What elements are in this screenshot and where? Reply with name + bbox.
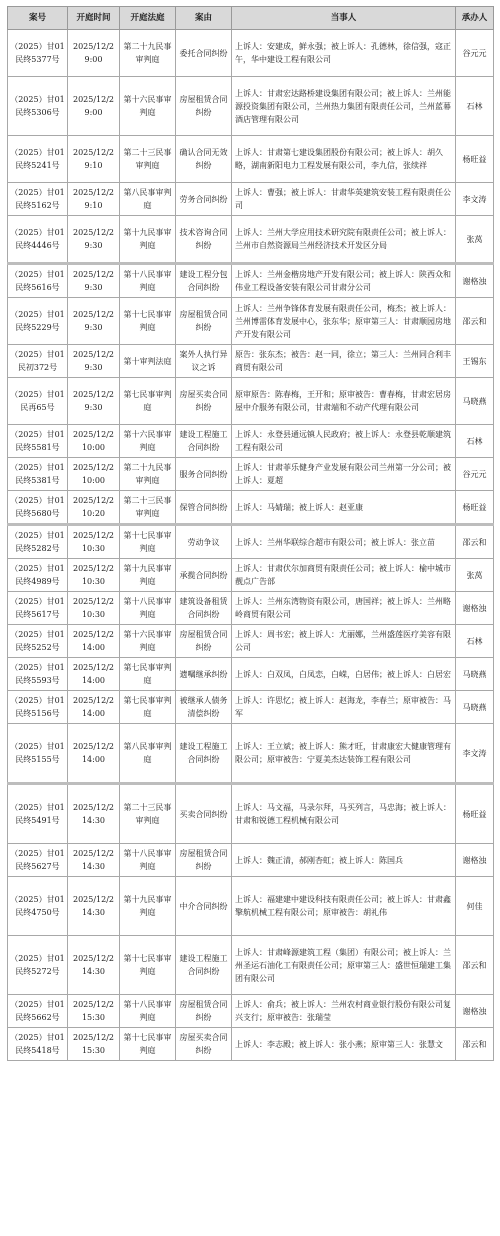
parties: 上诉人：周书宏；被上诉人：尤丽娜，兰州盛莲医疗美容有限公司 <box>232 625 456 658</box>
courtroom: 第十六民事审判庭 <box>120 625 176 658</box>
case-number: （2025）甘01民终5241号 <box>8 136 68 183</box>
courtroom: 第十七民事审判庭 <box>120 525 176 559</box>
parties: 上诉人：兰州争锋体育发展有限责任公司，梅杰；被上诉人：兰州博雷体育发展中心，张东华；原审第三人：甘肃顺园房地产开发有限公司 <box>232 298 456 345</box>
cause: 被继承人债务清偿纠纷 <box>176 691 232 724</box>
judge: 石林 <box>456 625 494 658</box>
case-number: （2025）甘01民终4446号 <box>8 216 68 264</box>
case-number: （2025）甘01民终5377号 <box>8 30 68 77</box>
hearing-time: 2025/12/2 9:00 <box>68 77 120 136</box>
cause: 建设工程分包合同纠纷 <box>176 264 232 298</box>
courtroom: 第十九民事审判庭 <box>120 559 176 592</box>
hearing-time: 2025/12/2 9:30 <box>68 298 120 345</box>
table-row <box>8 592 494 625</box>
judge: 王锡东 <box>456 345 494 378</box>
judge: 张莴 <box>456 216 494 264</box>
case-number: （2025）甘01民终5627号 <box>8 844 68 877</box>
table-row <box>8 216 494 264</box>
table-row <box>8 658 494 691</box>
cause: 建设工程施工合同纠纷 <box>176 425 232 458</box>
judge: 谢格浊 <box>456 264 494 298</box>
case-number: （2025）甘01民终5581号 <box>8 425 68 458</box>
case-number: （2025）甘01民终5662号 <box>8 995 68 1028</box>
hearing-time: 2025/12/2 14:00 <box>68 625 120 658</box>
table-row <box>8 458 494 491</box>
case-number: （2025）甘01民终5229号 <box>8 298 68 345</box>
table-row <box>8 1028 494 1061</box>
case-number: （2025）甘01民终5418号 <box>8 1028 68 1061</box>
courtroom: 第十九民事审判庭 <box>120 216 176 264</box>
case-number: （2025）甘01民终5617号 <box>8 592 68 625</box>
table-row <box>8 525 494 559</box>
cause: 委托合同纠纷 <box>176 30 232 77</box>
cause: 确认合同无效纠纷 <box>176 136 232 183</box>
cause: 房屋租赁合同纠纷 <box>176 995 232 1028</box>
parties: 原审原告：陈春梅，王开和；原审被告：曹春梅，甘肃宏居房屋中介服务有限公司，甘肃端和不动产代理有限公司 <box>232 378 456 425</box>
case-number: （2025）甘01民终5616号 <box>8 264 68 298</box>
judge: 何佳 <box>456 877 494 936</box>
hearing-time: 2025/12/2 9:30 <box>68 378 120 425</box>
table-row <box>8 77 494 136</box>
case-number: （2025）甘01民终5162号 <box>8 183 68 216</box>
parties: 上诉人：甘肃第七建设集团股份有限公司；被上诉人：胡久略，湖南新阳电力工程发展有限公司，李九信，张续祥 <box>232 136 456 183</box>
parties: 上诉人：李志殿；被上诉人：张小燕；原审第三人：张慧文 <box>232 1028 456 1061</box>
table-row <box>8 844 494 877</box>
table-row <box>8 995 494 1028</box>
judge: 邵云和 <box>456 936 494 995</box>
cause: 中介合同纠纷 <box>176 877 232 936</box>
table-row <box>8 877 494 936</box>
judge: 杨旺益 <box>456 784 494 844</box>
hearing-time: 2025/12/2 9:30 <box>68 345 120 378</box>
parties: 上诉人：兰州华联综合超市有限公司；被上诉人：张立苗 <box>232 525 456 559</box>
hearing-time: 2025/12/2 15:30 <box>68 995 120 1028</box>
hearing-time: 2025/12/2 10:20 <box>68 491 120 525</box>
cause: 建设工程施工合同纠纷 <box>176 936 232 995</box>
table-row <box>8 378 494 425</box>
cause: 房屋租赁合同纠纷 <box>176 625 232 658</box>
cause: 遗嘱继承纠纷 <box>176 658 232 691</box>
parties: 上诉人：兰州东湾物资有限公司，唐国祥；被上诉人：兰州略岭商贸有限公司 <box>232 592 456 625</box>
cause: 买卖合同纠纷 <box>176 784 232 844</box>
courtroom: 第二十九民事审判庭 <box>120 458 176 491</box>
parties: 上诉人：福建建中建设科技有限责任公司；被上诉人：甘肃鑫擎航机械工程有限公司；原审被告：胡礼伟 <box>232 877 456 936</box>
parties: 上诉人：甘肃峰源建筑工程（集团）有限公司；被上诉人：兰州圣运石油化工有限责任公司；原审第三人：盛世恒瑞建工集团有限公司 <box>232 936 456 995</box>
case-number: （2025）甘01民终5155号 <box>8 724 68 784</box>
case-number: （2025）甘01民终4750号 <box>8 877 68 936</box>
case-number: （2025）甘01民终5156号 <box>8 691 68 724</box>
parties: 上诉人：甘肃宏达路桥建设集团有限公司；被上诉人：兰州能源投资集团有限公司，兰州热力集团有限责任公司，兰州蓝幕酒店管理有限公司 <box>232 77 456 136</box>
hearing-time: 2025/12/2 10:00 <box>68 458 120 491</box>
table-row <box>8 136 494 183</box>
courtroom: 第十六民事审判庭 <box>120 77 176 136</box>
header-courtroom: 开庭法庭 <box>120 7 176 30</box>
courtroom: 第二十三民事审判庭 <box>120 784 176 844</box>
courtroom: 第十九民事审判庭 <box>120 877 176 936</box>
hearing-time: 2025/12/2 14:00 <box>68 691 120 724</box>
hearing-time: 2025/12/2 15:30 <box>68 1028 120 1061</box>
hearing-time: 2025/12/2 9:00 <box>68 30 120 77</box>
cause: 建设工程施工合同纠纷 <box>176 724 232 784</box>
courtroom: 第十八民事审判庭 <box>120 844 176 877</box>
case-number: （2025）甘01民终5381号 <box>8 458 68 491</box>
case-number: （2025）甘01民终5593号 <box>8 658 68 691</box>
judge: 谢格浊 <box>456 844 494 877</box>
courtroom: 第十审判法庭 <box>120 345 176 378</box>
judge: 谷元元 <box>456 30 494 77</box>
table-row <box>8 691 494 724</box>
courtroom: 第十七民事审判庭 <box>120 298 176 345</box>
courtroom: 第十六民事审判庭 <box>120 425 176 458</box>
hearing-time: 2025/12/2 9:10 <box>68 183 120 216</box>
judge: 谢格浊 <box>456 592 494 625</box>
case-number: （2025）甘01民终5306号 <box>8 77 68 136</box>
hearing-schedule-table <box>7 6 494 1061</box>
parties: 上诉人：兰州大学应用技术研究院有限责任公司；被上诉人：兰州市自然资源局兰州经济技术开发区分局 <box>232 216 456 264</box>
table-row <box>8 183 494 216</box>
parties: 上诉人：马婧瑞；被上诉人：赵亚康 <box>232 491 456 525</box>
courtroom: 第十八民事审判庭 <box>120 995 176 1028</box>
hearing-time: 2025/12/2 14:30 <box>68 844 120 877</box>
judge: 石林 <box>456 77 494 136</box>
cause: 案外人执行异议之诉 <box>176 345 232 378</box>
case-number: （2025）甘01民初372号 <box>8 345 68 378</box>
parties: 上诉人：白双凤，白凤恋，白嵘，白居伟；被上诉人：白居宏 <box>232 658 456 691</box>
parties: 上诉人：俞兵；被上诉人：兰州农村商业银行股份有限公司复兴支行；原审被告：张瑞莹 <box>232 995 456 1028</box>
cause: 房屋买卖合同纠纷 <box>176 378 232 425</box>
table-row <box>8 625 494 658</box>
parties: 上诉人：兰州金楷房地产开发有限公司；被上诉人：陕西众和伟业工程设备安装有限公司甘肃分公司 <box>232 264 456 298</box>
judge: 马晓燕 <box>456 658 494 691</box>
case-number: （2025）甘01民终5680号 <box>8 491 68 525</box>
table-header-row <box>8 7 494 30</box>
cause: 建筑设备租赁合同纠纷 <box>176 592 232 625</box>
parties: 上诉人：安建成，鲜永强；被上诉人：孔德林，徐信强，寇正午，华中建设工程有限公司 <box>232 30 456 77</box>
parties: 上诉人：永登县通远镇人民政府；被上诉人：永登县乾顺建筑工程有限公司 <box>232 425 456 458</box>
parties: 上诉人：甘肃菲乐健身产业发展有限公司兰州第一分公司；被上诉人：夏超 <box>232 458 456 491</box>
table-row <box>8 559 494 592</box>
table-row <box>8 30 494 77</box>
case-number: （2025）甘01民终4989号 <box>8 559 68 592</box>
table-row <box>8 425 494 458</box>
courtroom: 第十八民事审判庭 <box>120 264 176 298</box>
hearing-time: 2025/12/2 9:10 <box>68 136 120 183</box>
judge: 邵云和 <box>456 525 494 559</box>
judge: 张莴 <box>456 559 494 592</box>
cause: 房屋租赁合同纠纷 <box>176 77 232 136</box>
judge: 杨旺益 <box>456 136 494 183</box>
cause: 房屋租赁合同纠纷 <box>176 844 232 877</box>
cause: 技术咨询合同纠纷 <box>176 216 232 264</box>
cause: 房屋买卖合同纠纷 <box>176 1028 232 1061</box>
judge: 邵云和 <box>456 1028 494 1061</box>
parties: 上诉人：魏正清，郝刚杏虹；被上诉人：陈国兵 <box>232 844 456 877</box>
table-row <box>8 298 494 345</box>
table-row <box>8 345 494 378</box>
table-row <box>8 264 494 298</box>
hearing-time: 2025/12/2 9:30 <box>68 216 120 264</box>
courtroom: 第二十九民事审判庭 <box>120 30 176 77</box>
judge: 邵云和 <box>456 298 494 345</box>
table-row <box>8 724 494 784</box>
case-number: （2025）甘01民再65号 <box>8 378 68 425</box>
judge: 杨旺益 <box>456 491 494 525</box>
judge: 李文涛 <box>456 724 494 784</box>
parties: 上诉人：王立斌；被上诉人：熊才旺，甘肃康宏大健康管理有限公司；原审被告：宁夏美杰达装饰工程有限公司 <box>232 724 456 784</box>
header-case-number: 案号 <box>8 7 68 30</box>
courtroom: 第七民事审判庭 <box>120 691 176 724</box>
hearing-time: 2025/12/2 14:00 <box>68 658 120 691</box>
judge: 谷元元 <box>456 458 494 491</box>
hearing-time: 2025/12/2 14:00 <box>68 724 120 784</box>
courtroom: 第十七民事审判庭 <box>120 1028 176 1061</box>
table-row <box>8 936 494 995</box>
cause: 劳动争议 <box>176 525 232 559</box>
header-hearing-time: 开庭时间 <box>68 7 120 30</box>
hearing-time: 2025/12/2 10:30 <box>68 525 120 559</box>
header-judge: 承办人 <box>456 7 494 30</box>
courtroom: 第八民事审判庭 <box>120 183 176 216</box>
schedule-page <box>7 6 493 1061</box>
cause: 保管合同纠纷 <box>176 491 232 525</box>
parties: 原告：张东杰；被告：赵一同，徐立；第三人：兰州同合利丰商贸有限公司 <box>232 345 456 378</box>
cause: 劳务合同纠纷 <box>176 183 232 216</box>
courtroom: 第二十三民事审判庭 <box>120 136 176 183</box>
courtroom: 第二十三民事审判庭 <box>120 491 176 525</box>
judge: 李文涛 <box>456 183 494 216</box>
courtroom: 第七民事审判庭 <box>120 378 176 425</box>
judge: 马晓燕 <box>456 691 494 724</box>
table-row <box>8 491 494 525</box>
hearing-time: 2025/12/2 9:30 <box>68 264 120 298</box>
case-number: （2025）甘01民终5282号 <box>8 525 68 559</box>
judge: 马晓燕 <box>456 378 494 425</box>
cause: 服务合同纠纷 <box>176 458 232 491</box>
parties: 上诉人：马文福，马录尔拜，马买列言，马忠海；被上诉人：甘肃和锐德工程机械有限公司 <box>232 784 456 844</box>
courtroom: 第十七民事审判庭 <box>120 936 176 995</box>
courtroom: 第七民事审判庭 <box>120 658 176 691</box>
hearing-time: 2025/12/2 10:00 <box>68 425 120 458</box>
judge: 石林 <box>456 425 494 458</box>
cause: 承揽合同纠纷 <box>176 559 232 592</box>
parties: 上诉人：许思忆；被上诉人：赵海龙，李春兰；原审被告：马军 <box>232 691 456 724</box>
case-number: （2025）甘01民终5272号 <box>8 936 68 995</box>
hearing-time: 2025/12/2 14:30 <box>68 936 120 995</box>
hearing-time: 2025/12/2 14:30 <box>68 784 120 844</box>
hearing-time: 2025/12/2 10:30 <box>68 592 120 625</box>
table-row <box>8 784 494 844</box>
hearing-time: 2025/12/2 10:30 <box>68 559 120 592</box>
courtroom: 第十八民事审判庭 <box>120 592 176 625</box>
parties: 上诉人：曹强；被上诉人：甘肃华英建筑安装工程有限责任公司 <box>232 183 456 216</box>
cause: 房屋租赁合同纠纷 <box>176 298 232 345</box>
parties: 上诉人：甘肃伏尔加商贸有限责任公司；被上诉人：榆中城市靓点广告部 <box>232 559 456 592</box>
courtroom: 第八民事审判庭 <box>120 724 176 784</box>
judge: 谢格浊 <box>456 995 494 1028</box>
hearing-time: 2025/12/2 14:30 <box>68 877 120 936</box>
header-parties: 当事人 <box>232 7 456 30</box>
case-number: （2025）甘01民终5491号 <box>8 784 68 844</box>
header-cause: 案由 <box>176 7 232 30</box>
case-number: （2025）甘01民终5252号 <box>8 625 68 658</box>
